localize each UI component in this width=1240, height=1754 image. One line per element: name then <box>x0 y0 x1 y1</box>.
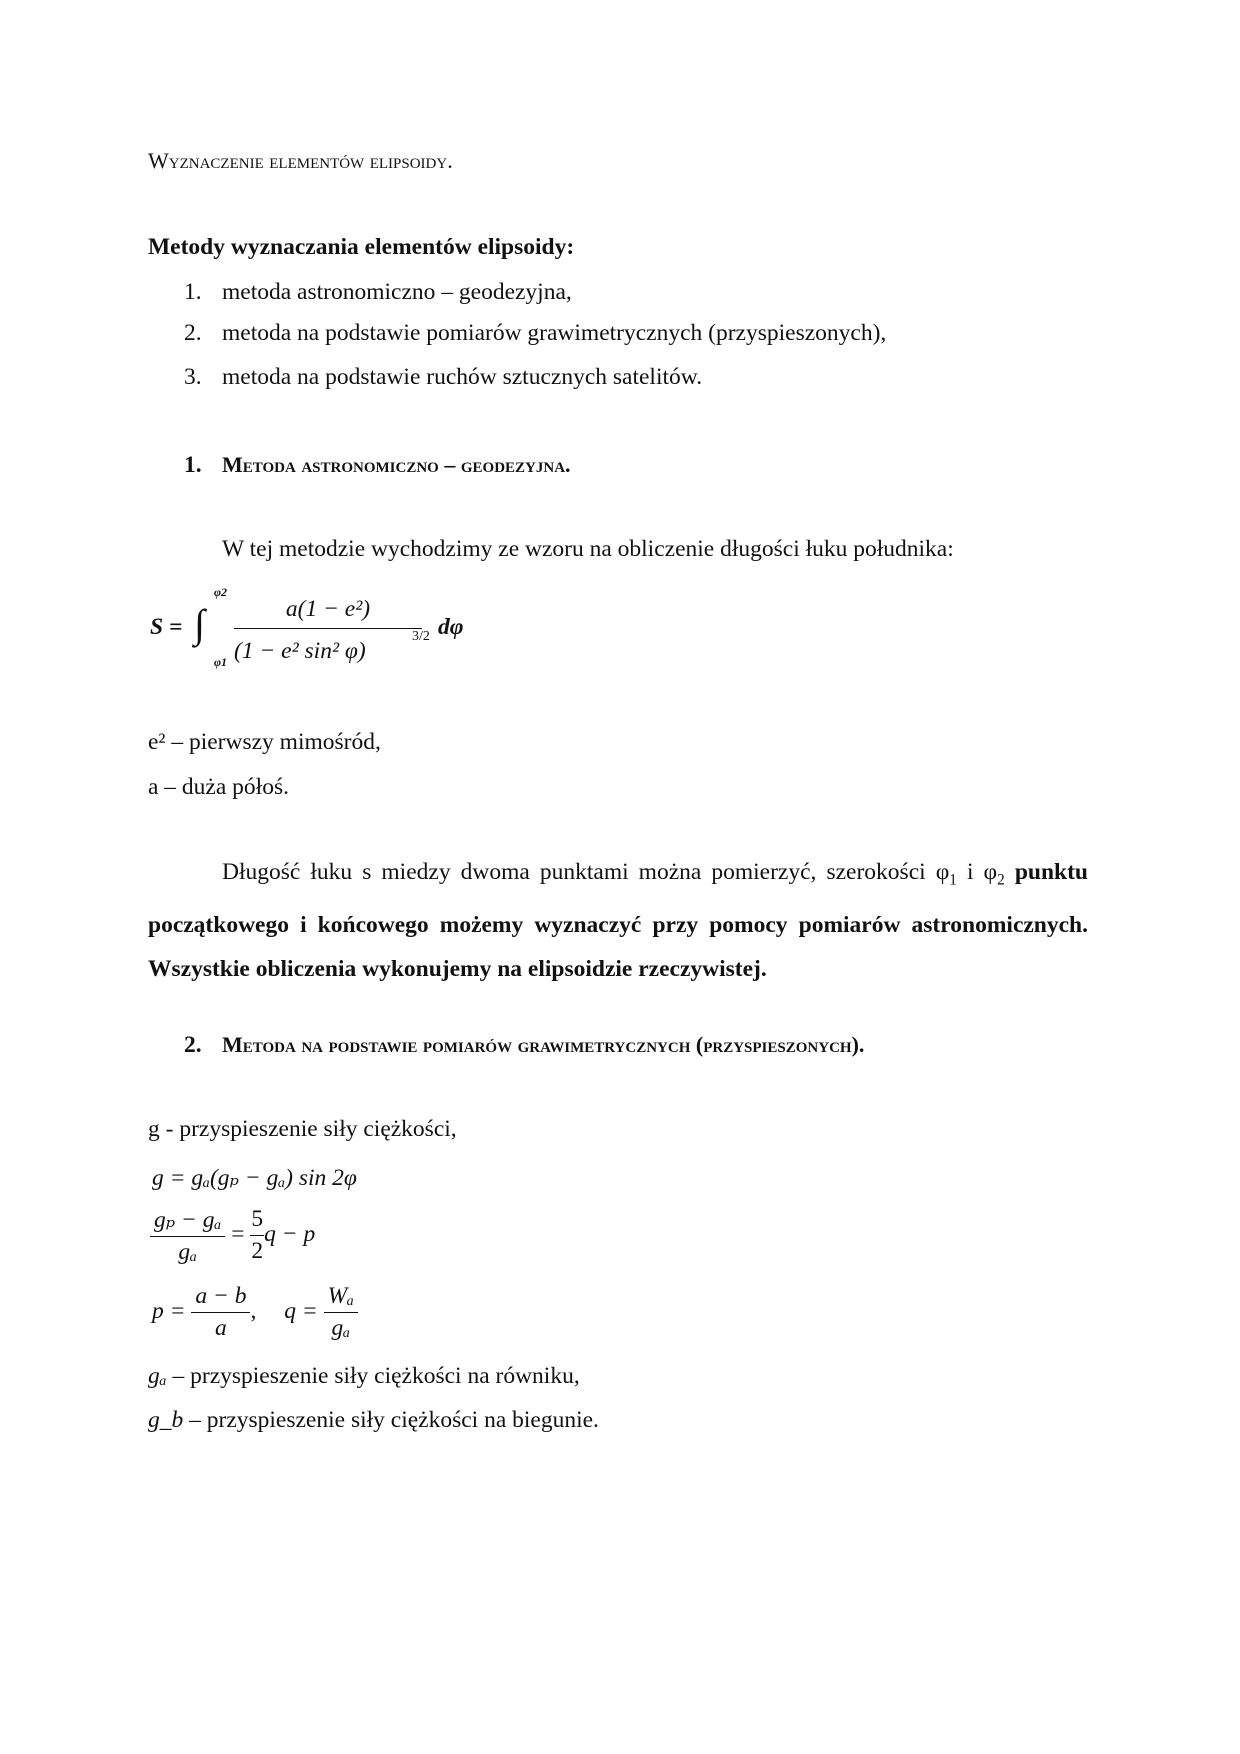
p-lhs: p = <box>152 1297 186 1324</box>
subscript: 1 <box>949 871 957 889</box>
fraction-numerator: 5 <box>250 1206 264 1236</box>
paragraph-text: i φ <box>956 859 998 885</box>
methods-heading: Metody wyznaczania elementów elipsoidy: <box>148 234 575 260</box>
separator: , <box>250 1297 257 1324</box>
fraction-denominator: gₐ <box>331 1315 351 1341</box>
p-q-definitions <box>152 1283 358 1342</box>
arc-length-formula <box>150 585 470 676</box>
formula-lhs: S = <box>150 614 183 640</box>
definition-text: – przyspieszenie siły ciężkości na biegunie. <box>183 1407 599 1433</box>
paragraph-text: Długość łuku s miedzy dwoma punktami można pomierzyć, szerokości φ <box>222 859 950 885</box>
definition-e2: e² – pierwszy mimośród, <box>148 729 381 755</box>
symbol: g_b <box>148 1407 184 1433</box>
section1-intro: W tej metodzie wychodzimy ze wzoru na obliczenie długości łuku południka: <box>222 536 954 562</box>
formula-differential: dφ <box>438 614 464 640</box>
definition-a: a – duża półoś. <box>148 774 289 800</box>
formula-numerator: a(1 − e²) <box>234 598 422 629</box>
definition-text: – przyspieszenie siły ciężkości na równiku, <box>166 1363 580 1389</box>
list-item: metoda na podstawie pomiarów grawimetrycznych (przyspieszonych), <box>222 320 887 346</box>
equation-rhs: q − p <box>264 1220 316 1247</box>
integral-sign: ∫ <box>194 601 205 646</box>
integral-upper-limit: φ2 <box>214 585 228 599</box>
section1-number: 1. <box>184 452 202 478</box>
definition-ga <box>148 1363 580 1390</box>
section2-number: 2. <box>184 1032 202 1058</box>
symbol: gₐ <box>148 1363 167 1389</box>
section1-heading: Metoda astronomiczno – geodezyjna. <box>222 452 571 477</box>
fraction-numerator: gₚ − gₐ <box>150 1205 225 1237</box>
equals-sign: = <box>231 1220 245 1247</box>
section1-paragraph <box>148 850 1088 991</box>
list-item-number: 1. <box>184 279 202 305</box>
section2-heading: Metoda na podstawie pomiarów grawimetrycznych (przyspieszonych). <box>222 1032 865 1057</box>
fraction-denominator: a <box>215 1315 227 1341</box>
list-item-number: 2. <box>184 320 202 346</box>
gravity-equation: g = gₐ(gₚ − gₐ) sin 2φ <box>152 1165 357 1191</box>
fraction-numerator: Wₐ <box>324 1283 358 1313</box>
g-definition: g - przyspieszenie siły ciężkości, <box>148 1116 457 1142</box>
formula-denominator: (1 − e² sin² φ) <box>234 638 366 664</box>
document-title: Wyznaczenie elementów elipsoidy. <box>148 148 453 173</box>
integral-lower-limit: φ1 <box>214 655 228 669</box>
list-item-number: 3. <box>184 364 202 390</box>
formula-exponent: 3/2 <box>412 629 430 644</box>
flattening-equation <box>150 1205 315 1266</box>
definition-gb <box>148 1407 599 1434</box>
paragraph-text: punktu początkowego i końcowego możemy wyznaczyć przy pomocy pomiarów astronomicznych. Wszystkie obliczenia wykonujemy na elipsoidzie rzeczywistej. <box>148 859 1088 982</box>
list-item: metoda na podstawie ruchów sztucznych satelitów. <box>222 364 703 390</box>
fraction-denominator: 2 <box>251 1238 264 1264</box>
fraction-denominator: gₐ <box>178 1239 197 1265</box>
fraction-numerator: a − b <box>191 1283 250 1313</box>
q-lhs: q = <box>284 1297 318 1324</box>
list-item: metoda astronomiczno – geodezyjna, <box>222 279 572 305</box>
subscript: 2 <box>997 871 1005 889</box>
